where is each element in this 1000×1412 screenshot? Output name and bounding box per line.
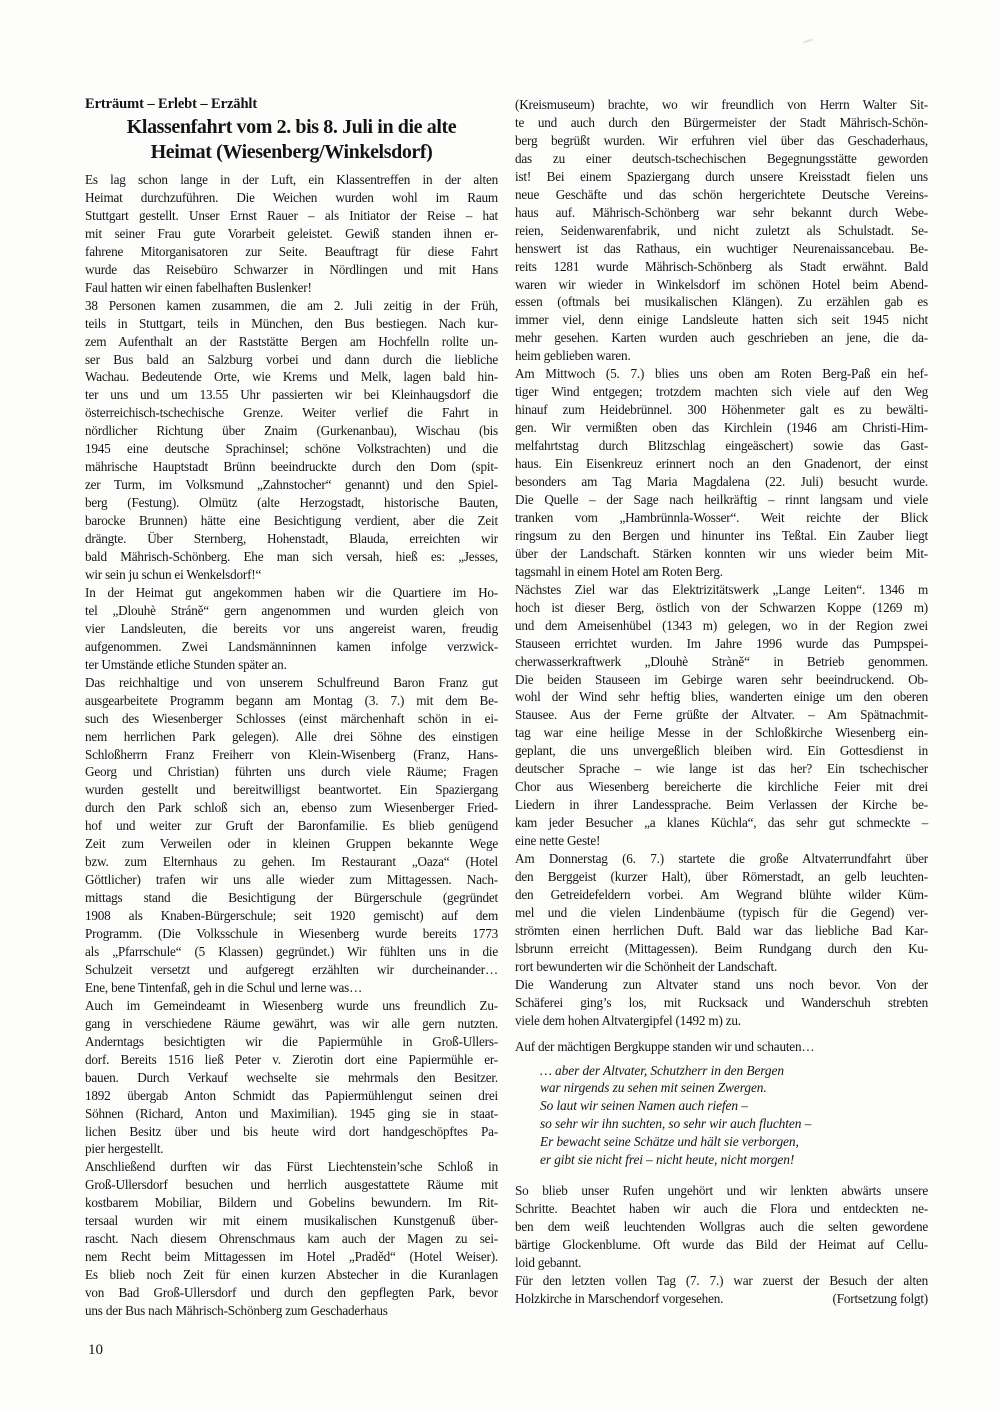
text-line: tag war eine heilige Messe in der Schloßkirche Wiesenberg ein- [515,725,928,741]
text-line: uns der Bus nach Mährisch-Schönberg zum Geschaderhaus [85,1303,388,1319]
text-line: 1945 eine deutsche Sprachinsel; schöne Volkstrachten) und die [85,441,498,457]
text-line: Söhnen (Richard, Anton und Maximilian). 1945 ging sie in staat- [85,1105,498,1121]
text-line: waren wir wieder in Winkelsdorf im schönen Hotel beim Abend- [515,276,928,292]
text-line: loid gebannt. [515,1255,582,1271]
text-line: kam jeder Besucher „a klanes Küchla“, das sehr gut schmeckte – [515,815,928,831]
text-line: Nächstes Ziel war das Elektrizitätswerk „Lange Leiten“. 1346 m [515,581,928,597]
final-line-text: Holzkirche in Marschendorf vorgesehen. [515,1290,724,1306]
text-line: dorf. Bereits 1516 ließ Peter v. Zierotin dort eine Papiermühle er- [85,1051,498,1067]
text-line: er gibt sie nicht frei – nicht heute, nicht morgen! [540,1152,795,1168]
text-line: Anschließend durften wir das Fürst Liechtenstein’sche Schloß in [85,1159,498,1175]
text-line: henswert ist das Rathaus, ein wuchtiger Neurenaissancebau. Be- [515,240,928,256]
page-number: 10 [88,1342,103,1358]
text-line: rort bewunderten wir die Schönheit der Landschaft. [515,958,778,974]
text-line: besonders am Tag Maria Magdalena (22. Juli) besucht wurde. [515,474,928,490]
text-line: tersaal wurden wir mit einem musikalischen Kunstgenuß über- [85,1213,498,1229]
closing-paragraph [515,1182,928,1272]
text-line: ausgearbeitete Programm begann am Montag (3. 7.) mit dem Be- [85,692,498,708]
bridge-line: Auf der mächtigen Bergkuppe standen wir und schauten… [515,1038,815,1054]
text-line: fahrene Mitorganisatoren zur Seite. Beauftragt für diese Fahrt [85,243,498,259]
text-line: ist! Bei einem Spaziergang durch unsere Kreisstadt fielen uns [515,168,928,184]
text-line: mittags stand die Besichtigung der Bürgerschule (gegründet [85,890,498,906]
text-line: Stausee. Aus der Ferne grüßte der Altvater. – Am Spätnachmit- [515,707,928,723]
right-column [515,96,928,1308]
text-line: Für den letzten vollen Tag (7. 7.) war zuerst der Besuch der alten [515,1273,928,1288]
text-line: teils in Stuttgart, teils in München, den Bus bestiegen. Nach kur- [85,315,498,331]
text-line: Programm. (Die Volksschule in Wiesenberg wurde bereits 1773 [85,926,498,942]
text-line: tagsmahl in einem Hotel am Roten Berg. [515,563,723,579]
text-line: such des Wiesenberger Schlosses (einst märchenhaft schön in ei- [85,710,498,726]
text-line: cherwasserkraftwerk „Dlouhè Stràně“ in Betrieb genommen. [515,653,928,669]
right-column-text [515,96,928,1030]
text-line: ben dem weiß leuchtenden Wollgras auch die selten gewordene [515,1219,928,1235]
text-line: deutscher Sprache – wie lange ist das her? Ein tschechischer [515,761,928,777]
final-paragraph [515,1272,928,1308]
text-line: viele dem hohen Altvatergipfel (1492 m) zu. [515,1012,741,1028]
text-line: Faul hatten wir einen fabelhaften Buslenker! [85,279,312,295]
text-line: Er bewacht seine Schätze und hält sie verborgen, [540,1134,799,1150]
text-line: von Bad Groß-Ullersdorf und durch den gepflegten Park, bevor [85,1285,498,1301]
text-line: durch den Park schloß sich an, ebenso zum Wiesenberger Fried- [85,800,498,816]
text-line: österreichisch-tschechische Grenze. Weiter verlief die Fahrt in [85,405,498,421]
left-column [85,96,498,1320]
text-line: wurden gestellt und bereitwilligst beantwortet. Ein Spaziergang [85,782,498,798]
text-line: über der Landschaft. Stärken konnten wir uns wieder beim Mit- [515,545,928,561]
text-line: aufgenommen. Zwei Landsmänninnen kamen infolge verzwick- [85,638,498,654]
text-line: Es lag schon lange in der Luft, ein Klassentreffen in der alten [85,172,498,187]
text-line: 1908 als Knaben-Bürgerschule; seit 1920 gemischt) auf dem [85,908,498,924]
spacer [515,1030,928,1038]
text-line: vier Landsleuten, die bereits vor uns angereist waren, freudig [85,620,498,636]
text-line: melfahrtstag durch Blitzschlag eingeäschert) sowie das Gast- [515,438,928,454]
text-line: ser Bus bald an Salzburg vorbei und dann durch die liebliche [85,351,498,367]
text-line: haus auf. Mährisch-Schönberg war sehr bekannt durch Webe- [515,204,928,220]
text-line: lichen Besitz über und bis heute wird dort handgeschöpftes Pa- [85,1123,498,1139]
text-line: bauen. Durch Verkauf wechselte sie mehrmals den Besitzer. [85,1069,498,1085]
text-line: und dem Ameisenhübel (1343 m) gelegen, wo in der Region zwei [515,617,928,633]
text-line: wurde das Reisebüro Schwarzer in Nördlingen und mit Hans [85,261,498,277]
text-line: Zeit zum Verweilen oder in kleinen Gruppen bekannte Wege [85,836,498,852]
text-line: Schloßherrn Franz Freiherr von Klein-Wisenberg (Franz, Hans- [85,746,498,762]
text-line: so sehr wir ihn suchten, so sehr wir auch fluchten – [540,1116,812,1132]
text-line: Die Quelle – der Sage nach heilkräftig – rinnt langsam und viele [515,491,928,507]
text-line: Das reichhaltige und von unserem Schulfreund Baron Franz gut [85,674,498,690]
text-line: drängte. Über Sternberg, Hohenstadt, Blauda, erreichten wir [85,531,498,547]
article-title-line1: Klassenfahrt vom 2. bis 8. Juli in die alte [126,116,457,138]
text-line: berg (Festung). Olmütz (alte Herzogstadt, historische Bauten, [85,495,498,511]
text-line: zem Aufenthalt an der Raststätte Bergen am Hochfelln rollte un- [85,333,498,349]
text-line: So blieb unser Rufen ungehört und wir lenkten abwärts unsere [515,1183,928,1199]
scan-artifact [803,38,813,43]
text-line: berg begrüßt wurden. Wir erfuhren viel über das Geschaderhaus, [515,132,928,148]
text-line: den Getreidefeldern vorbei. Am Wegrand blühte wilder Küm- [515,886,928,902]
text-line: strömten einen herrlichen Duft. Bald war das liebliche Bad Kar- [515,922,928,938]
text-line: ringsum zu den Bergen und hinunter ins Teßtal. Ein Zauber liegt [515,527,928,543]
text-line: … aber der Altvater, Schutzherr in den Bergen [540,1062,784,1078]
text-line: 38 Personen kamen zusammen, die am 2. Juli zeitig in der Früh, [85,297,498,313]
text-line: Stuttgart gestellt. Unser Ernst Rauer – als Initiator der Reise – hat [85,207,498,223]
text-line: pier hergestellt. [85,1141,164,1157]
text-line: kostbarem Mobiliar, Bildern und Gobelins bewundern. Im Rit- [85,1195,498,1211]
text-line: ter uns und um 13.55 Uhr passierten wir bei Kleinhaugsdorf die [85,387,498,403]
text-line: mehr gesehen. Karten wurden auch geschrieben an jene, die da- [515,330,928,346]
text-line: Chor aus Wiesenberg bereicherte die kirchliche Feier mit drei [515,779,928,795]
text-line: Stauseen errichtet wurden. Im Jahre 1996 wurde das Pumpspei- [515,635,928,651]
text-line: bärtige Glockenblume. Oft wurde das Bild der Heimat auf Cellu- [515,1237,928,1253]
article-kicker: Erträumt – Erlebt – Erzählt [85,96,258,112]
text-line: gang in verschiedene Räume gewährt, was wir alle gern nutzten. [85,1015,498,1031]
text-line: Am Donnerstag (6. 7.) startete die große Altvaterrundfahrt über [515,851,928,867]
text-line: zer Turm, im Volksmund „Zahnstocher“ genannt) und den Spiel- [85,477,498,493]
text-line: tel „Dlouhè Stráně“ gern angenommen und wurden gleich von [85,602,498,618]
text-line: barocke Brunnen) hätte eine Besichtigung verdient, aber die Zeit [85,513,498,529]
text-line: neue Geschäfte und das schön hergerichtete Deutsche Vereins- [515,186,928,202]
text-line: immer viel, denn einige Landsleute hatten sich seit 1945 nicht [515,312,928,328]
text-line: geplant, die uns unvergeßlich bleiben wird. Ein Gottesdienst in [515,743,928,759]
text-line: Die Wanderung zun Altvater stand uns noch bevor. Von der [515,976,928,992]
text-line: nördlicher Richtung über Znaim (Gurkenanbau), Wischau (bis [85,423,498,439]
left-column-text [85,171,498,1320]
text-line: als „Pfarrschule“ (5 Klassen) gegründet.) Wir fühlten uns in die [85,943,498,959]
poem [515,1062,928,1170]
text-line: mit seiner Frau gute Vorarbeit geleistet. Gewiß standen ihnen er- [85,225,498,241]
text-line: Es blieb noch Zeit für einen kurzen Abstecher in die Kuranlagen [85,1267,498,1283]
text-line: reits 1281 wurde Mährisch-Schönberg als Stadt erwähnt. Bald [515,258,928,274]
continuation-note: (Fortsetzung folgt) [832,1290,928,1306]
text-line: Groß-Ullersdorf besuchen und herrlich ausgestattete Räume mit [85,1177,498,1193]
text-line: mel und die vielen Lindenbäume (typisch für die Gegend) ver- [515,904,928,920]
text-line: reien, Seidenwarenfabrik, und nicht zuletzt als Schulstadt. Se- [515,222,928,238]
final-line [515,1290,928,1308]
text-line: gen. Wir vermißten oben das Kirchlein (1946 am Christi-Him- [515,420,928,436]
text-line: den Berggeist (kurzer Halt), über Römerstadt, an gelb leuchten- [515,868,928,884]
text-line: Schäferei ging’s los, mit Rucksack und Wanderschuh strebten [515,994,928,1010]
text-line: te und auch durch den Bürgermeister der Stadt Mährisch-Schön- [515,114,928,130]
text-line: Anderntags besichtigten wir die Papiermühle in Groß-Ullers- [85,1033,498,1049]
article-title-line2: Heimat (Wiesenberg/Winkelsdorf) [150,141,433,163]
text-line: Heimat durchzuführen. Die Weichen wurden wohl im Raum [85,189,498,205]
text-line: In der Heimat gut angekommen haben wir die Quartiere im Ho- [85,584,498,600]
text-line: 1892 übergab Anton Schmidt das Papiermühlengut seinen drei [85,1087,498,1103]
text-line: war nirgends zu sehen mit seinen Zwergen. [540,1080,767,1096]
article-title [85,115,498,165]
text-line: hof und weiter zur Gruft der Baronfamilie. Es blieb genügend [85,818,498,834]
text-line: tiger Wind entgegen; trotzdem machten sich viele auf den Weg [515,384,928,400]
text-line: bald Mährisch-Schönberg. Ehe man sich versah, hieß es: „Jesses, [85,549,498,565]
text-line: wir sein ju schun ei Wenkelsdorf!“ [85,566,262,582]
text-line: Georg und Christian) führten uns durch viele Räume; Fragen [85,764,498,780]
text-line: Die beiden Stauseen im Gebirge waren sehr beeindruckend. Ob- [515,671,928,687]
text-line: mährische Hauptstadt Brünn beeindruckte durch den Dom (spit- [85,459,498,475]
text-line: Wachau. Bedeutende Orte, wie Krems und Melk, lagen bald hin- [85,369,498,385]
text-line: So laut wir seinen Namen auch riefen – [540,1098,748,1114]
text-line: Göttlicher) trafen wir uns alle wieder zum Mittagessen. Nach- [85,872,498,888]
text-line: wohl der Wind sehr heftig blies, wanderten einige um den oberen [515,689,928,705]
text-line: nem herrlichen Park gelegen). Alle drei Söhne des einstigen [85,728,498,744]
text-line: essen (oftmals bei musikalischen Klängen). Zu erzählen gab es [515,294,928,310]
text-line: heim geblieben waren. [515,348,631,364]
text-line: hinauf zum Heidebrünnel. 300 Höhenmeter galt es zu bewälti- [515,402,928,418]
text-line: eine nette Geste! [515,833,601,849]
text-line: Am Mittwoch (5. 7.) blies uns oben am Roten Berg-Paß ein hef- [515,366,928,382]
text-line: (Kreismuseum) brachte, wo wir freundlich von Herrn Walter Sit- [515,97,928,112]
spacer [515,1169,928,1182]
text-line: bzw. zum Elternhaus zu gehen. Im Restaurant „Oaza“ (Hotel [85,854,498,870]
text-line: Schulzeit versetzt und aufgeregt erzählten wir durcheinander… [85,961,498,977]
text-line: rascht. Nach diesem Ohrenschmaus kam auch der Magen zu sei- [85,1231,498,1247]
text-line: Schritte. Beachtet haben wir auch die Flora und entdeckten ne- [515,1201,928,1217]
text-line: Auch im Gemeindeamt in Wiesenberg wurde uns freundlich Zu- [85,997,498,1013]
text-line: das zu einer deutsch-tschechischen Begegnungsstätte geworden [515,150,928,166]
text-line: nem Recht beim Mittagessen im Hotel „Praděd“ (Hotel Weiser). [85,1249,498,1265]
text-line: Liedern in ihrer Landessprache. Beim Verlassen der Kirche be- [515,797,928,813]
text-line: lsbrunn erreicht (Mittagessen). Beim Rundgang durch den Ku- [515,940,928,956]
text-line: tranken vom „Hambrünnla-Wosser“. Weit reichte der Blick [515,509,928,525]
text-line: hoch ist dieser Berg, östlich von der Schwarzen Koppe (1269 m) [515,599,928,615]
text-line: ter Umstände etliche Stunden später an. [85,656,287,672]
text-line: Ene, bene Tintenfaß, geh in die Schul und lerne was… [85,979,363,995]
text-line: haus. Ein Eisenkreuz erinnert noch an den Gnadenort, der einst [515,456,928,472]
